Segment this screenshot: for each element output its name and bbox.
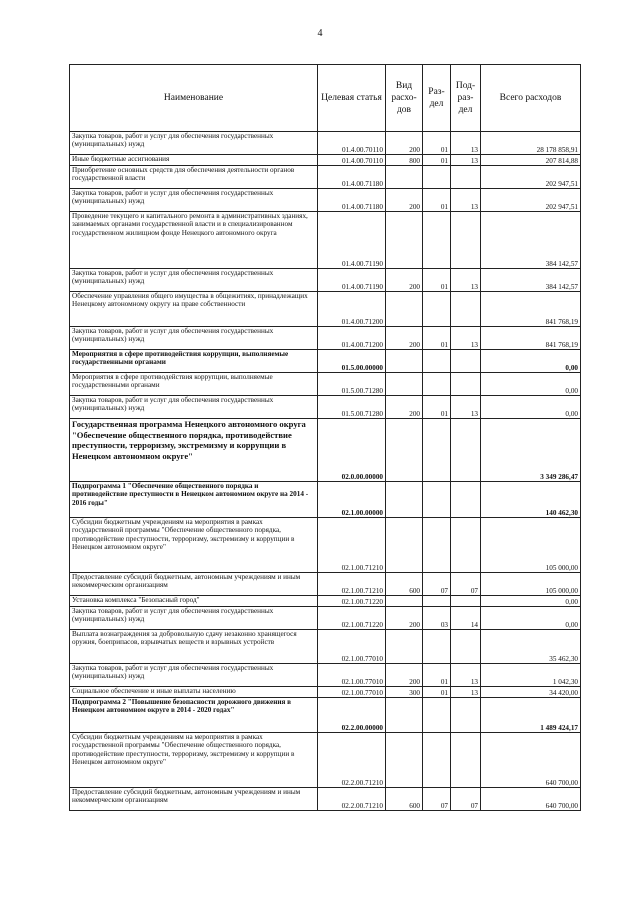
row-section: 07: [423, 788, 451, 811]
row-section: 01: [423, 664, 451, 687]
row-name: Субсидии бюджетным учреждениям на мероприятия в рамках государственной программы "Обеспечение общественного порядка, противодействие преступности, терроризму, экстремизму и коррупции в Ненецком автономном округе": [70, 733, 318, 788]
table-row: [70, 518, 581, 573]
row-total: 1 042,30: [481, 664, 581, 687]
table-row: [70, 419, 581, 482]
row-target-article: 01.4.00.71180: [318, 189, 386, 212]
row-total: 34 420,00: [481, 687, 581, 698]
table-row: [70, 155, 581, 166]
table-header: [70, 65, 581, 132]
header-subsection: Под- раз- дел: [451, 65, 481, 132]
row-section: [423, 212, 451, 269]
row-subsection: 07: [451, 573, 481, 596]
row-section: [423, 518, 451, 573]
row-expense-type: 800: [386, 155, 423, 166]
row-target-article: 02.1.00.00000: [318, 482, 386, 518]
row-name: Подпрограмма 1 "Обеспечение общественного порядка и противодействие преступности в Ненецком автономном округе на 2014 - 2016 годы": [70, 482, 318, 518]
row-name: Обеспечение управления общего имущества в общежитиях, принадлежащих Ненецкому автономному округу на праве собственности: [70, 292, 318, 327]
row-name: Мероприятия в сфере противодействия коррупции, выполняемые государственными органами: [70, 373, 318, 396]
table-row: [70, 698, 581, 733]
row-expense-type: 200: [386, 189, 423, 212]
row-subsection: 13: [451, 327, 481, 350]
row-subsection: [451, 166, 481, 189]
row-total: 202 947,51: [481, 189, 581, 212]
row-target-article: 01.4.00.71180: [318, 166, 386, 189]
row-total: 640 700,00: [481, 788, 581, 811]
row-expense-type: [386, 596, 423, 607]
row-total: 202 947,51: [481, 166, 581, 189]
row-total: 640 700,00: [481, 733, 581, 788]
table-row: [70, 573, 581, 596]
header-target-article: Целевая статья: [318, 65, 386, 132]
row-target-article: 02.0.00.00000: [318, 419, 386, 482]
row-subsection: 07: [451, 788, 481, 811]
row-section: [423, 596, 451, 607]
row-subsection: 13: [451, 269, 481, 292]
row-subsection: [451, 373, 481, 396]
row-total: 105 000,00: [481, 518, 581, 573]
row-section: 01: [423, 269, 451, 292]
row-name: Проведение текущего и капитального ремонта в административных зданиях, занимаемых органами государственной власти и в специализированном государственном жилищном фонде Ненецкого автономного округа: [70, 212, 318, 269]
row-expense-type: [386, 518, 423, 573]
row-section: 01: [423, 396, 451, 419]
header-section: Раз- дел: [423, 65, 451, 132]
row-expense-type: 200: [386, 664, 423, 687]
table-row: [70, 212, 581, 269]
row-target-article: 01.4.00.71200: [318, 327, 386, 350]
row-name: Предоставление субсидий бюджетным, автономным учреждениям и иным некоммерческим организациям: [70, 573, 318, 596]
row-total: 35 462,30: [481, 630, 581, 664]
row-total: 140 462,30: [481, 482, 581, 518]
row-expense-type: 200: [386, 607, 423, 630]
row-subsection: [451, 482, 481, 518]
row-section: [423, 419, 451, 482]
table-row: [70, 292, 581, 327]
row-subsection: [451, 292, 481, 327]
header-name: Наименование: [70, 65, 318, 132]
table-row: [70, 327, 581, 350]
row-name: Закупка товаров, работ и услуг для обеспечения государственных (муниципальных) нужд: [70, 269, 318, 292]
row-expense-type: 200: [386, 132, 423, 155]
row-expense-type: [386, 212, 423, 269]
table-row: [70, 733, 581, 788]
table-row: [70, 396, 581, 419]
row-target-article: 01.4.00.70110: [318, 155, 386, 166]
row-expense-type: [386, 698, 423, 733]
row-subsection: [451, 212, 481, 269]
table-row: [70, 373, 581, 396]
row-target-article: 02.1.00.77010: [318, 664, 386, 687]
row-subsection: 13: [451, 396, 481, 419]
row-expense-type: [386, 166, 423, 189]
row-expense-type: [386, 482, 423, 518]
row-section: 07: [423, 573, 451, 596]
row-target-article: 02.1.00.71220: [318, 607, 386, 630]
table-row: [70, 132, 581, 155]
row-section: 01: [423, 189, 451, 212]
row-name: Закупка товаров, работ и услуг для обеспечения государственных (муниципальных) нужд: [70, 132, 318, 155]
table-row: [70, 596, 581, 607]
row-subsection: [451, 733, 481, 788]
row-section: 01: [423, 132, 451, 155]
row-target-article: 01.5.00.71280: [318, 396, 386, 419]
row-subsection: 13: [451, 132, 481, 155]
row-section: 03: [423, 607, 451, 630]
row-name: Иные бюджетные ассигнования: [70, 155, 318, 166]
table-row: [70, 607, 581, 630]
row-name: Выплата вознаграждения за добровольную сдачу незаконно хранящегося оружия, боеприпасов, взрывчатых веществ и взрывных устройств: [70, 630, 318, 664]
row-target-article: 02.1.00.77010: [318, 687, 386, 698]
table-row: [70, 482, 581, 518]
row-total: 841 768,19: [481, 292, 581, 327]
row-name: Закупка товаров, работ и услуг для обеспечения государственных (муниципальных) нужд: [70, 607, 318, 630]
row-total: 0,00: [481, 607, 581, 630]
row-subsection: 14: [451, 607, 481, 630]
row-expense-type: 300: [386, 687, 423, 698]
row-section: 01: [423, 687, 451, 698]
row-target-article: 02.1.00.71210: [318, 573, 386, 596]
row-section: [423, 482, 451, 518]
row-target-article: 01.5.00.00000: [318, 350, 386, 373]
row-expense-type: [386, 630, 423, 664]
row-expense-type: [386, 292, 423, 327]
row-target-article: 02.2.00.71210: [318, 733, 386, 788]
row-section: [423, 373, 451, 396]
header-expense-type: Вид расхо- дов: [386, 65, 423, 132]
row-section: [423, 698, 451, 733]
row-section: [423, 166, 451, 189]
table-row: [70, 630, 581, 664]
row-subsection: 13: [451, 664, 481, 687]
row-expense-type: [386, 419, 423, 482]
row-total: 384 142,57: [481, 269, 581, 292]
table-row: [70, 664, 581, 687]
table-row: [70, 189, 581, 212]
row-expense-type: 600: [386, 573, 423, 596]
row-target-article: 02.1.00.71210: [318, 518, 386, 573]
row-subsection: [451, 596, 481, 607]
row-expense-type: 200: [386, 269, 423, 292]
table-row: [70, 269, 581, 292]
row-subsection: [451, 419, 481, 482]
row-name: Закупка товаров, работ и услуг для обеспечения государственных (муниципальных) нужд: [70, 327, 318, 350]
row-name: Закупка товаров, работ и услуг для обеспечения государственных (муниципальных) нужд: [70, 664, 318, 687]
row-subsection: [451, 350, 481, 373]
row-name: Закупка товаров, работ и услуг для обеспечения государственных (муниципальных) нужд: [70, 189, 318, 212]
row-total: 0,00: [481, 373, 581, 396]
row-name: Установка комплекса "Безопасный город": [70, 596, 318, 607]
table-row: [70, 350, 581, 373]
row-name: Мероприятия в сфере противодействия коррупции, выполняемые государственными органами: [70, 350, 318, 373]
row-total: 0,00: [481, 396, 581, 419]
row-section: [423, 733, 451, 788]
row-total: 384 142,57: [481, 212, 581, 269]
row-target-article: 02.2.00.71210: [318, 788, 386, 811]
row-total: 1 489 424,17: [481, 698, 581, 733]
row-section: 01: [423, 155, 451, 166]
row-expense-type: 200: [386, 396, 423, 419]
row-subsection: [451, 698, 481, 733]
row-name: Закупка товаров, работ и услуг для обеспечения государственных (муниципальных) нужд: [70, 396, 318, 419]
table-row: [70, 788, 581, 811]
row-name: Подпрограмма 2 "Повышение безопасности дорожного движения в Ненецком автономном округе в 2014 - 2020 годах": [70, 698, 318, 733]
table-body: [70, 132, 581, 811]
row-total: 28 178 858,91: [481, 132, 581, 155]
row-name: Государственная программа Ненецкого автономного округа "Обеспечение общественного порядка, противодействие преступности, терроризму, экстремизму и коррупции в Ненецком автономном округе": [70, 419, 318, 482]
table-row: [70, 687, 581, 698]
row-name: Предоставление субсидий бюджетным, автономным учреждениям и иным некоммерческим организациям: [70, 788, 318, 811]
row-total: 0,00: [481, 596, 581, 607]
row-target-article: 01.4.00.71190: [318, 269, 386, 292]
row-name: Приобретение основных средств для обеспечения деятельности органов государственной власти: [70, 166, 318, 189]
row-total: 207 814,88: [481, 155, 581, 166]
row-expense-type: [386, 733, 423, 788]
row-expense-type: [386, 373, 423, 396]
row-subsection: [451, 518, 481, 573]
row-expense-type: [386, 350, 423, 373]
row-target-article: 01.4.00.70110: [318, 132, 386, 155]
row-total: 0,00: [481, 350, 581, 373]
row-total: 841 768,19: [481, 327, 581, 350]
row-subsection: 13: [451, 687, 481, 698]
row-total: 105 000,00: [481, 573, 581, 596]
row-target-article: 01.4.00.71190: [318, 212, 386, 269]
budget-table: [69, 64, 581, 811]
row-target-article: 01.4.00.71200: [318, 292, 386, 327]
row-total: 3 349 286,47: [481, 419, 581, 482]
row-target-article: 02.1.00.77010: [318, 630, 386, 664]
table-row: [70, 166, 581, 189]
row-subsection: 13: [451, 155, 481, 166]
row-section: 01: [423, 327, 451, 350]
row-section: [423, 630, 451, 664]
row-name: Субсидии бюджетным учреждениям на мероприятия в рамках государственной программы "Обеспечение общественного порядка, противодействие преступности, терроризму, экстремизму и коррупции в Ненецком автономном округе": [70, 518, 318, 573]
row-section: [423, 350, 451, 373]
header-total-expenses: Всего расходов: [481, 65, 581, 132]
row-target-article: 02.2.00.00000: [318, 698, 386, 733]
row-expense-type: 600: [386, 788, 423, 811]
page-number: 4: [317, 28, 323, 39]
row-subsection: [451, 630, 481, 664]
row-expense-type: 200: [386, 327, 423, 350]
row-name: Социальное обеспечение и иные выплаты населению: [70, 687, 318, 698]
row-subsection: 13: [451, 189, 481, 212]
row-target-article: 02.1.00.71220: [318, 596, 386, 607]
row-section: [423, 292, 451, 327]
row-target-article: 01.5.00.71280: [318, 373, 386, 396]
